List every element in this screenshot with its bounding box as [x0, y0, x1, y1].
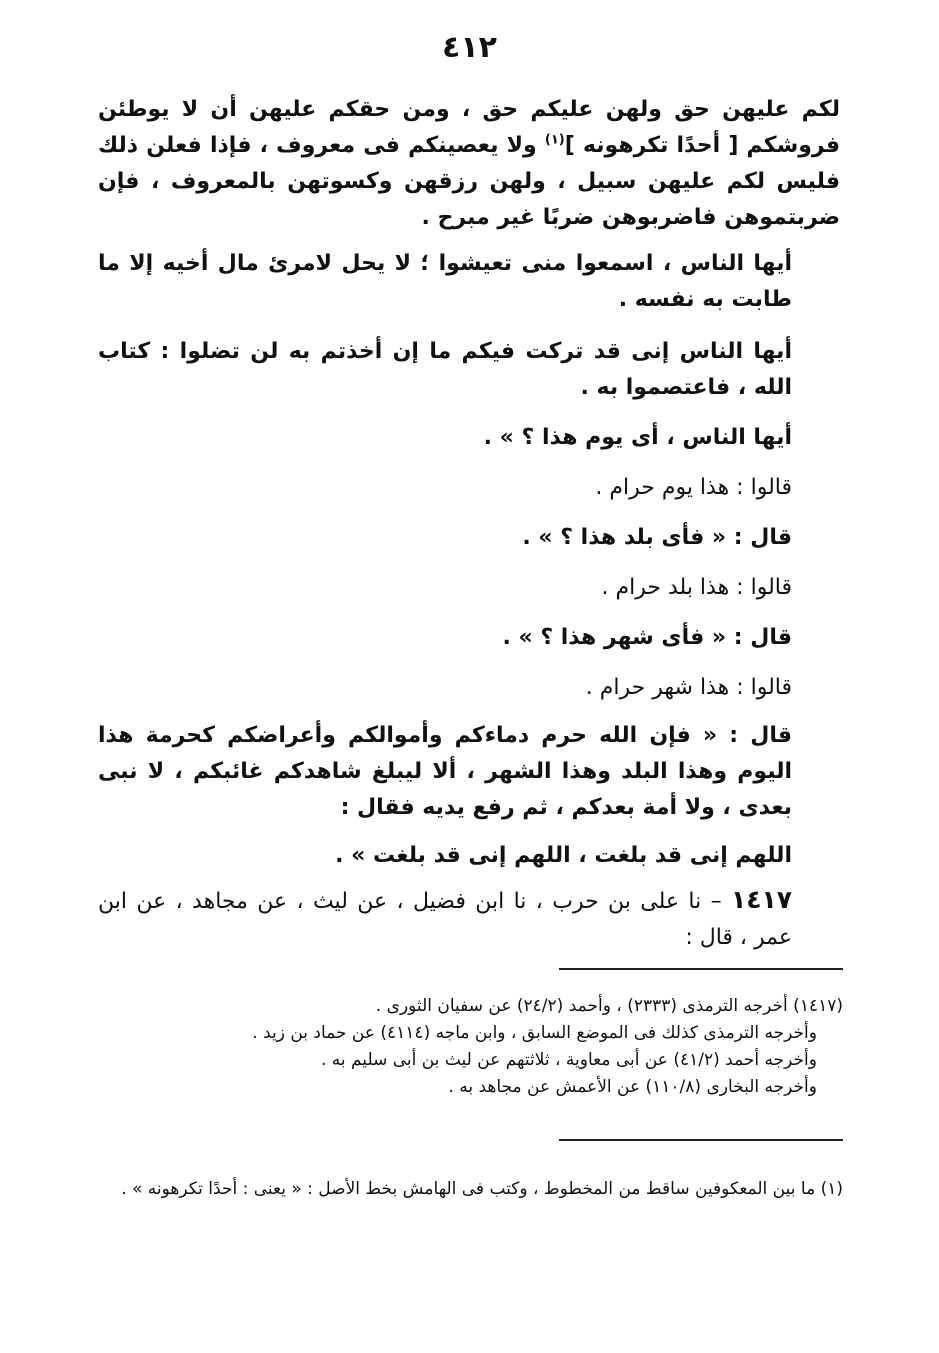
footnote-1: (١) ما بين المعكوفين ساقط من المخطوط ، وكتب فى الهامش بخط الأصل : « يعنى : أحدًا تكرهونه » . [121, 1179, 843, 1199]
hadith-number: ١٤١٧ [730, 885, 792, 914]
paragraph-conveyed: اللهم إنى قد بلغت ، اللهم إنى قد بلغت » . [335, 843, 792, 868]
hadith-chain: – نا على بن حرب ، نا ابن فضيل ، عن ليث ، عن مجاهد ، عن ابن عمر ، قال : [98, 889, 792, 950]
paragraph-listen: أيها الناس ، اسمعوا منى تعيشوا ؛ لا يحل لامرئ مال أخيه إلا ما طابت به نفسه . [98, 251, 792, 312]
paragraph-rights-start: لكم عليهن حق ولهن عليكم حق ، ومن حقكم عليهن أن لا يوطئن فروشكم [ أحدًا تكرهونه ] [98, 97, 840, 158]
footnote-divider [559, 968, 843, 970]
dialog-sacred-day: قالوا : هذا يوم حرام . [595, 475, 792, 500]
takhrij-footnotes [98, 993, 843, 1101]
footnote-1417-line-4: وأخرجه البخارى (١١٠/٨) عن الأعمش عن مجاهد به . [448, 1077, 817, 1097]
paragraph-rights-end: ولا يعصينكم فى معروف ، فإذا فعلن ذلك فليس لكم عليهن سبيل ، ولهن رزقهن وكسوتهن بالمعروف ، فإن ضربتموهن فاضربوهن ضربًا غير مبرح . [98, 133, 840, 230]
footnote-1417-line-3: وأخرجه أحمد (٤١/٢) عن أبى معاوية ، ثلاثتهم عن ليث بن أبى سليم به . [320, 1050, 817, 1070]
paragraph-book-of-allah: أيها الناس إنى قد تركت فيكم ما إن أخذتم به لن تضلوا : كتاب الله ، فاعتصموا به . [98, 339, 792, 400]
footnote-1417: (١٤١٧) أخرجه الترمذى (٢٣٣٣) ، وأحمد (٢٤/٢) عن سفيان الثورى . [375, 996, 843, 1016]
manuscript-footnote [98, 1176, 843, 1203]
dialog-which-day: أيها الناس ، أى يوم هذا ؟ » . [483, 425, 792, 450]
hadith-1417 [98, 882, 840, 956]
dialog-sacred-month: قالوا : هذا شهر حرام . [585, 675, 792, 700]
dialog-sacred-land: قالوا : هذا بلد حرام . [601, 575, 792, 600]
footnote-1417-line-2: وأخرجه الترمذى كذلك فى الموضع السابق ، وابن ماجه (٤١١٤) عن حماد بن زيد . [252, 1023, 817, 1043]
main-text [98, 92, 840, 978]
page-number: ٤١٢ [442, 30, 497, 65]
dialog-which-land: قال : « فأى بلد هذا ؟ » . [522, 525, 792, 550]
paragraph-rights [98, 92, 840, 236]
footnote-divider-2 [559, 1139, 843, 1141]
dialog-which-month: قال : « فأى شهر هذا ؟ » . [502, 625, 792, 650]
footnote-marker: (١) [544, 132, 565, 148]
paragraph-sanctity: قال : « فإن الله حرم دماءكم وأموالكم وأعراضكم كحرمة هذا اليوم وهذا البلد وهذا الشهر ، ألا ليبلغ شاهدكم غائبكم ، لا نبى بعدى ، ولا أمة بعدكم ، ثم رفع يديه فقال : [98, 723, 792, 820]
